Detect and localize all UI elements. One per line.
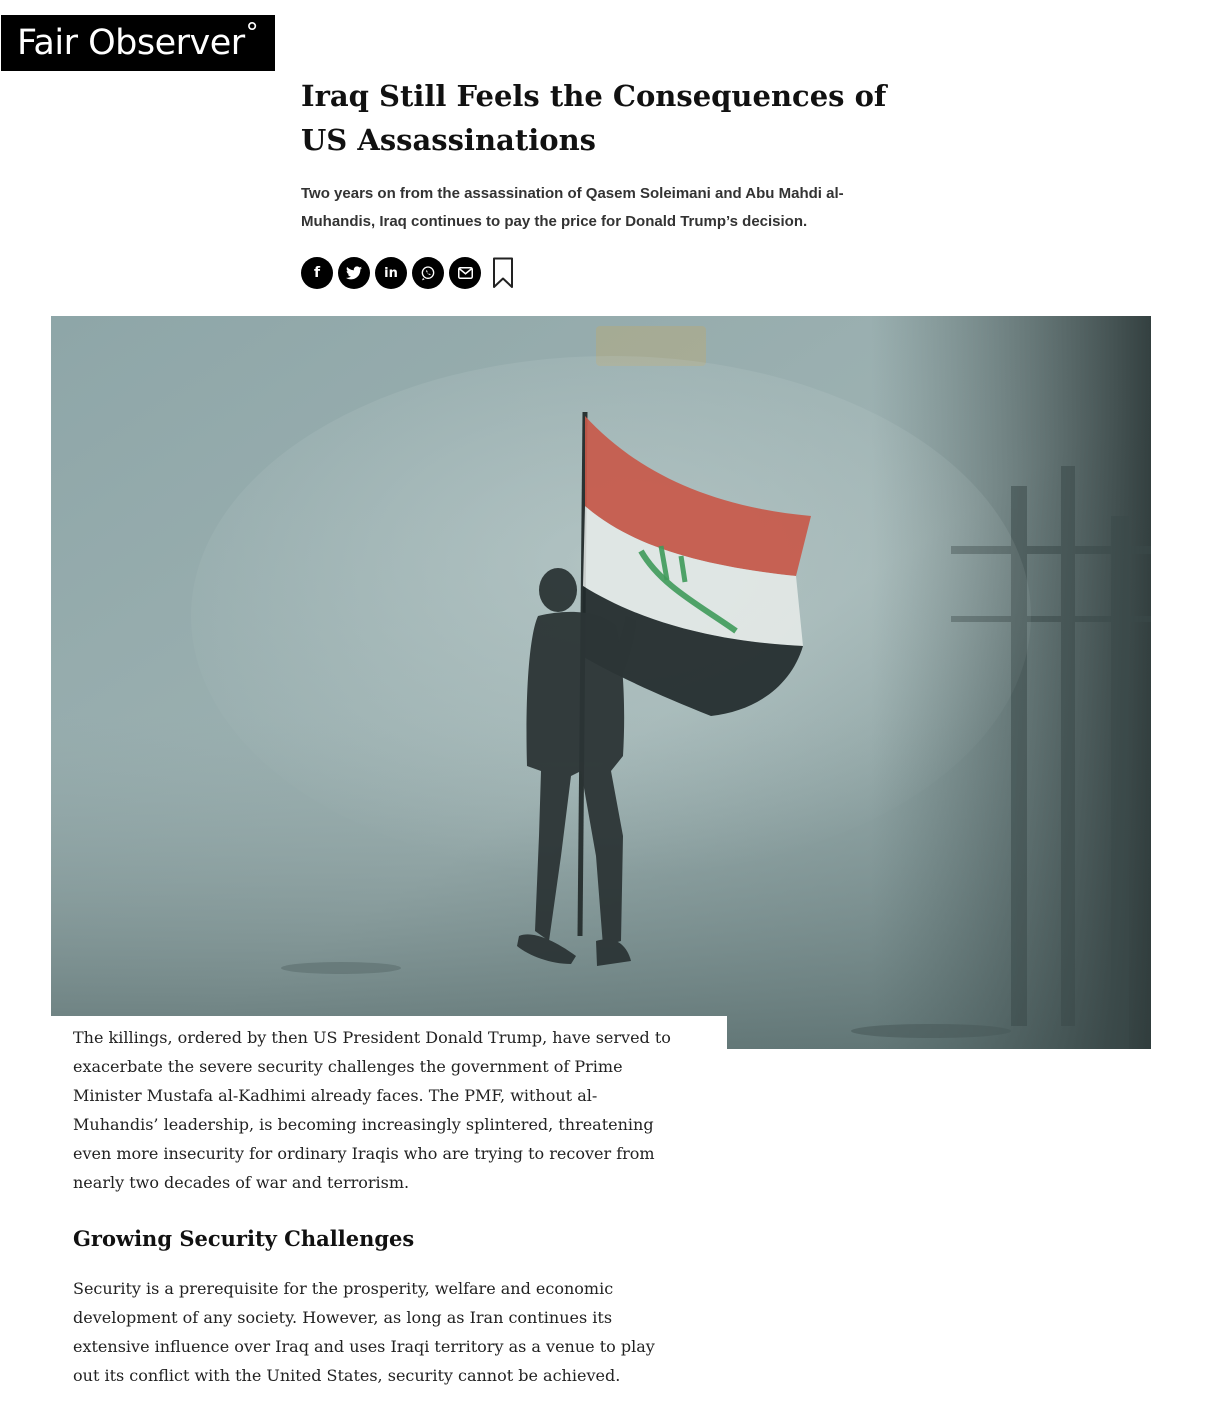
logo-text: Fair Observer <box>17 23 245 63</box>
facebook-icon: f <box>313 265 321 281</box>
whatsapp-icon <box>420 265 436 281</box>
share-twitter-button[interactable] <box>338 257 370 289</box>
share-email-button[interactable] <box>449 257 481 289</box>
email-icon <box>458 267 473 279</box>
article-paragraph: Security is a prerequisite for the prosperity, welfare and economic development of any society. However, as long as Iran continues its extensive influence over Iraq and uses Iraqi territory as a venue to play out its conflict with the United States, security cannot be achieved. <box>73 1279 655 1385</box>
hero-image <box>51 316 1151 1049</box>
linkedin-icon: in <box>384 265 398 281</box>
site-logo[interactable] <box>1 15 275 71</box>
share-linkedin-button[interactable] <box>375 257 407 289</box>
protester-with-iraqi-flag-in-fog-image <box>51 316 1151 1049</box>
section-heading: Growing Security Challenges <box>73 1226 415 1251</box>
bookmark-icon <box>492 257 514 289</box>
share-facebook-button[interactable] <box>301 257 333 289</box>
share-whatsapp-button[interactable] <box>412 257 444 289</box>
twitter-icon <box>346 266 362 280</box>
article-subtitle: Two years on from the assassination of Qasem Soleimani and Abu Mahdi al-Muhandis, Iraq continues to pay the price for Donald Trump’s decision. <box>301 185 844 230</box>
article-paragraph: The killings, ordered by then US President Donald Trump, have served to exacerbate the severe security challenges the government of Prime Minister Mustafa al-Kadhimi already faces. The PMF, without al-Muhandis’ leadership, is becoming increasingly splintered, threatening even more insecurity for ordinary Iraqis who are trying to recover from nearly two decades of war and terrorism. <box>73 1028 671 1192</box>
article-body <box>51 1016 727 1421</box>
article-title: Iraq Still Feels the Consequences of US Assassinations <box>301 79 887 157</box>
bookmark-button[interactable] <box>492 257 514 289</box>
share-bar <box>301 256 514 290</box>
logo-mark: ° <box>245 18 259 48</box>
